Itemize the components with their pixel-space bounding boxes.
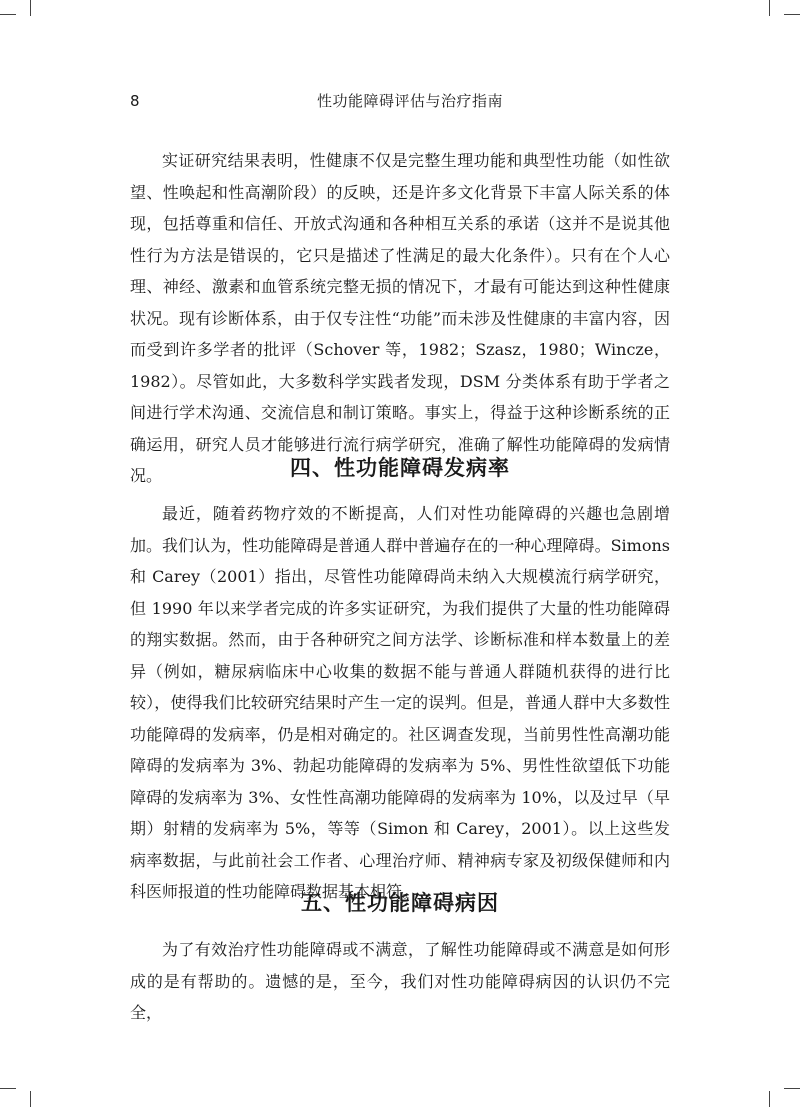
crop-mark (30, 0, 31, 16)
body-paragraph: 最近，随着药物疗效的不断提高，人们对性功能障碍的兴趣也急剧增加。我们认为，性功能障碍是普通人群中普遍存在的一种心理障碍。Simons 和 Carey（2001）指出，尽管性功能障碍尚未纳入大规模流行病学研究，但 1990 年以来学者完成的许多实证研究，为我们提供了大量的性功能障碍的翔实数据。然而，由于各种研究之间方法学、诊断标准和样本数量上的差异（例如，糖尿病临床中心收集的数据不能与普通人群随机获得的进行比较），使得我们比较研究结果时产生一定的误判。但是，普通人群中大多数性功能障碍的发病率，仍是相对确定的。社区调查发现，当前男性性高潮功能障碍的发病率为 3%、勃起功能障碍的发病率为 5%、男性性欲望低下功能障碍的发病率为 3%、女性性高潮功能障碍的发病率为 10%，以及过早（早期）射精的发病率为 5%，等等（Simon 和 Carey，2001）。以上这些发病率数据，与此前社会工作者、心理治疗师、精神病专家及初级保健师和内科医师报道的性功能障碍数据基本相符。 (130, 504, 670, 901)
page-number: 8 (130, 92, 140, 110)
crop-mark (0, 1088, 16, 1089)
crop-mark (784, 14, 800, 15)
crop-mark (769, 0, 770, 16)
running-header (130, 90, 690, 112)
body-paragraph: 实证研究结果表明，性健康不仅是完整生理功能和典型性功能（如性欲望、性唤起和性高潮阶段）的反映，还是许多文化背景下丰富人际关系的体现，包括尊重和信任、开放式沟通和各种相互关系的承诺（这并不是说其他性行为方法是错误的，它只是描述了性满足的最大化条件）。只有在个人心理、神经、激素和血管系统完整无损的情况下，才最有可能达到这种性健康状况。现有诊断体系，由于仅专注性“功能”而未涉及性健康的丰富内容，因而受到许多学者的批评（Schover 等，1982；Szasz，1980；Wincze，1982）。尽管如此，大多数科学实践者发现，DSM 分类体系有助于学者之间进行学术沟通、交流信息和制订策略。事实上，得益于这种诊断系统的正确运用，研究人员才能够进行流行病学研究，准确了解性功能障碍的发病情况。 (130, 151, 670, 485)
crop-mark (30, 1091, 31, 1107)
crop-mark (769, 1091, 770, 1107)
crop-mark (0, 14, 16, 15)
running-title: 性功能障碍评估与治疗指南 (316, 92, 503, 110)
crop-mark (784, 1088, 800, 1089)
section-heading: 四、性功能障碍发病率 (290, 456, 510, 480)
section-heading: 五、性功能障碍病因 (301, 891, 499, 915)
body-paragraph: 为了有效治疗性功能障碍或不满意，了解性功能障碍或不满意是如何形成的是有帮助的。遗憾的是，至今，我们对性功能障碍病因的认识仍不完全， (130, 940, 670, 1022)
